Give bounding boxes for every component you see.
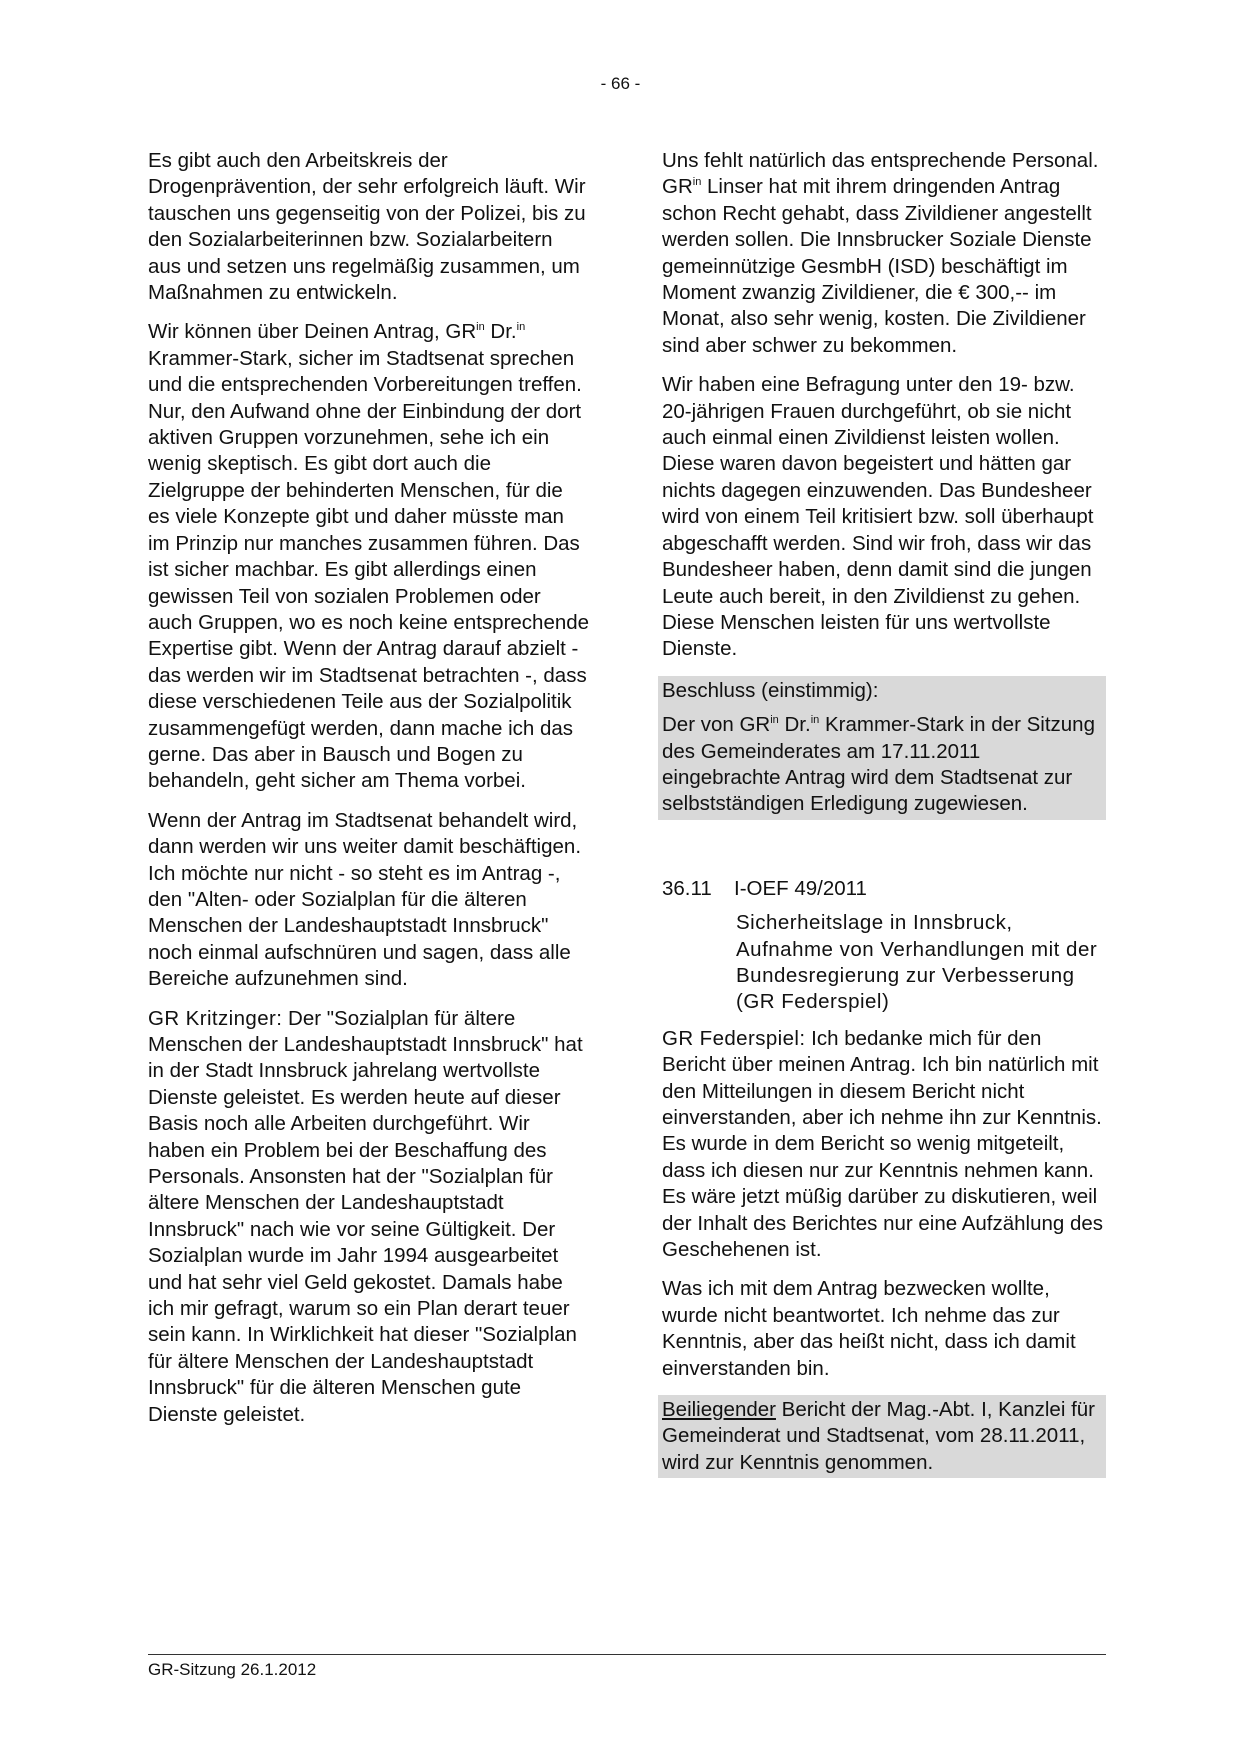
left-column	[148, 148, 590, 1441]
paragraph-kritzinger: GR Kritzinger: Der "Sozialplan für ältere Menschen der Landeshauptstadt Innsbruck" hat in der Stadt Innsbruck jahrelang wertvollste Dienste geleistet. Es werden heute auf dieser Basis noch alle Arbeiten durchgeführt. Wir haben ein Problem bei der Beschaffung des Personals. Ansonsten hat der "Sozialplan für ältere Menschen der Landeshauptstadt Innsbruck" nach wie vor seine Gültigkeit. Der Sozialplan wurde im Jahr 1994 ausgearbeitet und hat sehr viel Geld gekostet. Damals habe ich mir gefragt, warum so ein Plan derart teuer sein kann. In Wirklichkeit hat dieser "Sozialplan für ältere Menschen der Landeshauptstadt Innsbruck" für die älteren Menschen gute Dienste geleistet.	[148, 1006, 583, 1426]
resolution-box	[658, 676, 1106, 820]
paragraph-federspiel: GR Federspiel: Ich bedanke mich für den Bericht über meinen Antrag. Ich bin natürlich mit den Mitteilungen in diesem Bericht nicht einverstanden, aber ich nehme ihn zur Kenntnis. Es wurde in dem Bericht so wenig mitgeteilt, dass ich diesen nur zur Kenntnis nehmen kann. Es wäre jetzt müßig darüber zu diskutieren, weil der Inhalt des Berichtes nur eine Aufzählung des Geschehenen ist.	[662, 1026, 1104, 1262]
paragraph-not-answered: Was ich mit dem Antrag bezwecken wollte, wurde nicht beantwortet. Ich nehme das zur Kenntnis, aber das heißt nicht, dass ich damit einverstanden bin.	[662, 1277, 1076, 1380]
paragraph-survey: Wir haben eine Befragung unter den 19- bzw. 20-jährigen Frauen durchgeführt, ob sie nicht auch einmal einen Zivildienst leisten wollen. Diese waren davon begeistert und hätten gar nichts dagegen einzuwenden. Das Bundesheer wird von einem Teil kritisiert bzw. soll überhaupt abgeschafft werden. Sind wir froh, dass wir das Bundesheer haben, denn damit sind die jungen Leute auch bereit, in den Zivildienst zu gehen. Diese Menschen leisten für uns wertvollste Dienste.	[662, 373, 1094, 661]
paragraph-drug-prevention: Es gibt auch den Arbeitskreis der Drogenprävention, der sehr erfolgreich läuft. Wir tauschen uns gegenseitig von der Polizei, bis zu den Sozialarbeiterinnen bzw. Sozialarbeitern aus und setzen uns regelmäßig zusammen, um Maßnahmen zu entwickeln.	[148, 149, 586, 305]
decision-box	[658, 1395, 1106, 1478]
agenda-item-number: 36.11	[662, 876, 712, 900]
right-column	[662, 148, 1106, 1491]
speaker-name: GR Kritzinger:	[148, 1006, 283, 1030]
agenda-item-heading	[662, 876, 1106, 902]
footer-session-date: GR-Sitzung 26.1.2012	[148, 1660, 317, 1679]
resolution-title: Beschluss (einstimmig):	[662, 678, 879, 702]
page-number: - 66 -	[600, 74, 641, 93]
paragraph-motion-discussion: Wir können über Deinen Antrag, $GR^{in}$ Dr.$^{in}$ Krammer-Stark, sicher im Stadtsenat sprechen und die entsprechenden Vorbereitungen treffen. Nur, den Aufwand ohne der Einbindung der dort aktiven Gruppen vorzunehmen, sehe ich ein wenig skeptisch. Es gibt dort auch die Zielgruppe der behinderten Menschen, für die es viele Konzepte gibt und daher müsste man im Prinzip nur manches zusammen führen. Das ist sicher machbar. Es gibt allerdings einen gewissen Teil von sozialen Problemen oder auch Gruppen, wo es noch keine entsprechende Expertise gibt. Wenn der Antrag darauf abzielt - das werden wir im Stadtsenat betrachten -, dass diese verschiedenen Teile aus der Sozialpolitik zusammengefügt werden, dann mache ich das gerne. Das aber in Bausch und Bogen zu behandeln, geht sicher am Thema vorbei.	[148, 320, 590, 793]
footer-rule	[148, 1654, 1106, 1655]
paragraph-personnel: Uns fehlt natürlich das entsprechende Personal. $GR^{in}$ Linser hat mit ihrem dringenden Antrag schon Recht gehabt, dass Zivildiener angestellt werden sollen. Die Innsbrucker Soziale Dienste gemeinnützige GesmbH (ISD) beschäftigt im Moment zwanzig Zivildiener, die € 300,-- im Monat, also sehr wenig, kosten. Die Zivildiener sind aber schwer zu bekommen.	[662, 149, 1099, 357]
speaker-name: GR Federspiel:	[662, 1026, 806, 1050]
paragraph-stadtsenat: Wenn der Antrag im Stadtsenat behandelt wird, dann werden wir uns weiter damit beschäftigen. Ich möchte nur nicht - so steht es im Antrag -, den "Alten- oder Sozialplan für die älteren Menschen der Landeshauptstadt Innsbruck" noch einmal aufschnüren und sagen, dass alle Bereiche aufzunehmen sind.	[148, 808, 582, 991]
agenda-item-code: I-OEF 49/2011	[734, 876, 867, 900]
resolution-text: Der von $GR^{in}$ Dr.$^{in}$ Krammer-Stark in der Sitzung des Gemeinderates am 17.11.2011 eingebrachte Antrag wird dem Stadtsenat zur selbstständigen Erledigung zugewiesen.	[662, 713, 1095, 816]
agenda-item-subject: Sicherheitslage in Innsbruck, Aufnahme von Verhandlungen mit der Bundesregierung zur Verbesserung (GR Federspiel)	[736, 911, 1098, 1014]
decision-text: Beiliegender Bericht der Mag.-Abt. I, Kanzlei für Gemeinderat und Stadtsenat, vom 28.11.2011, wird zur Kenntnis genommen.	[662, 1398, 1096, 1474]
